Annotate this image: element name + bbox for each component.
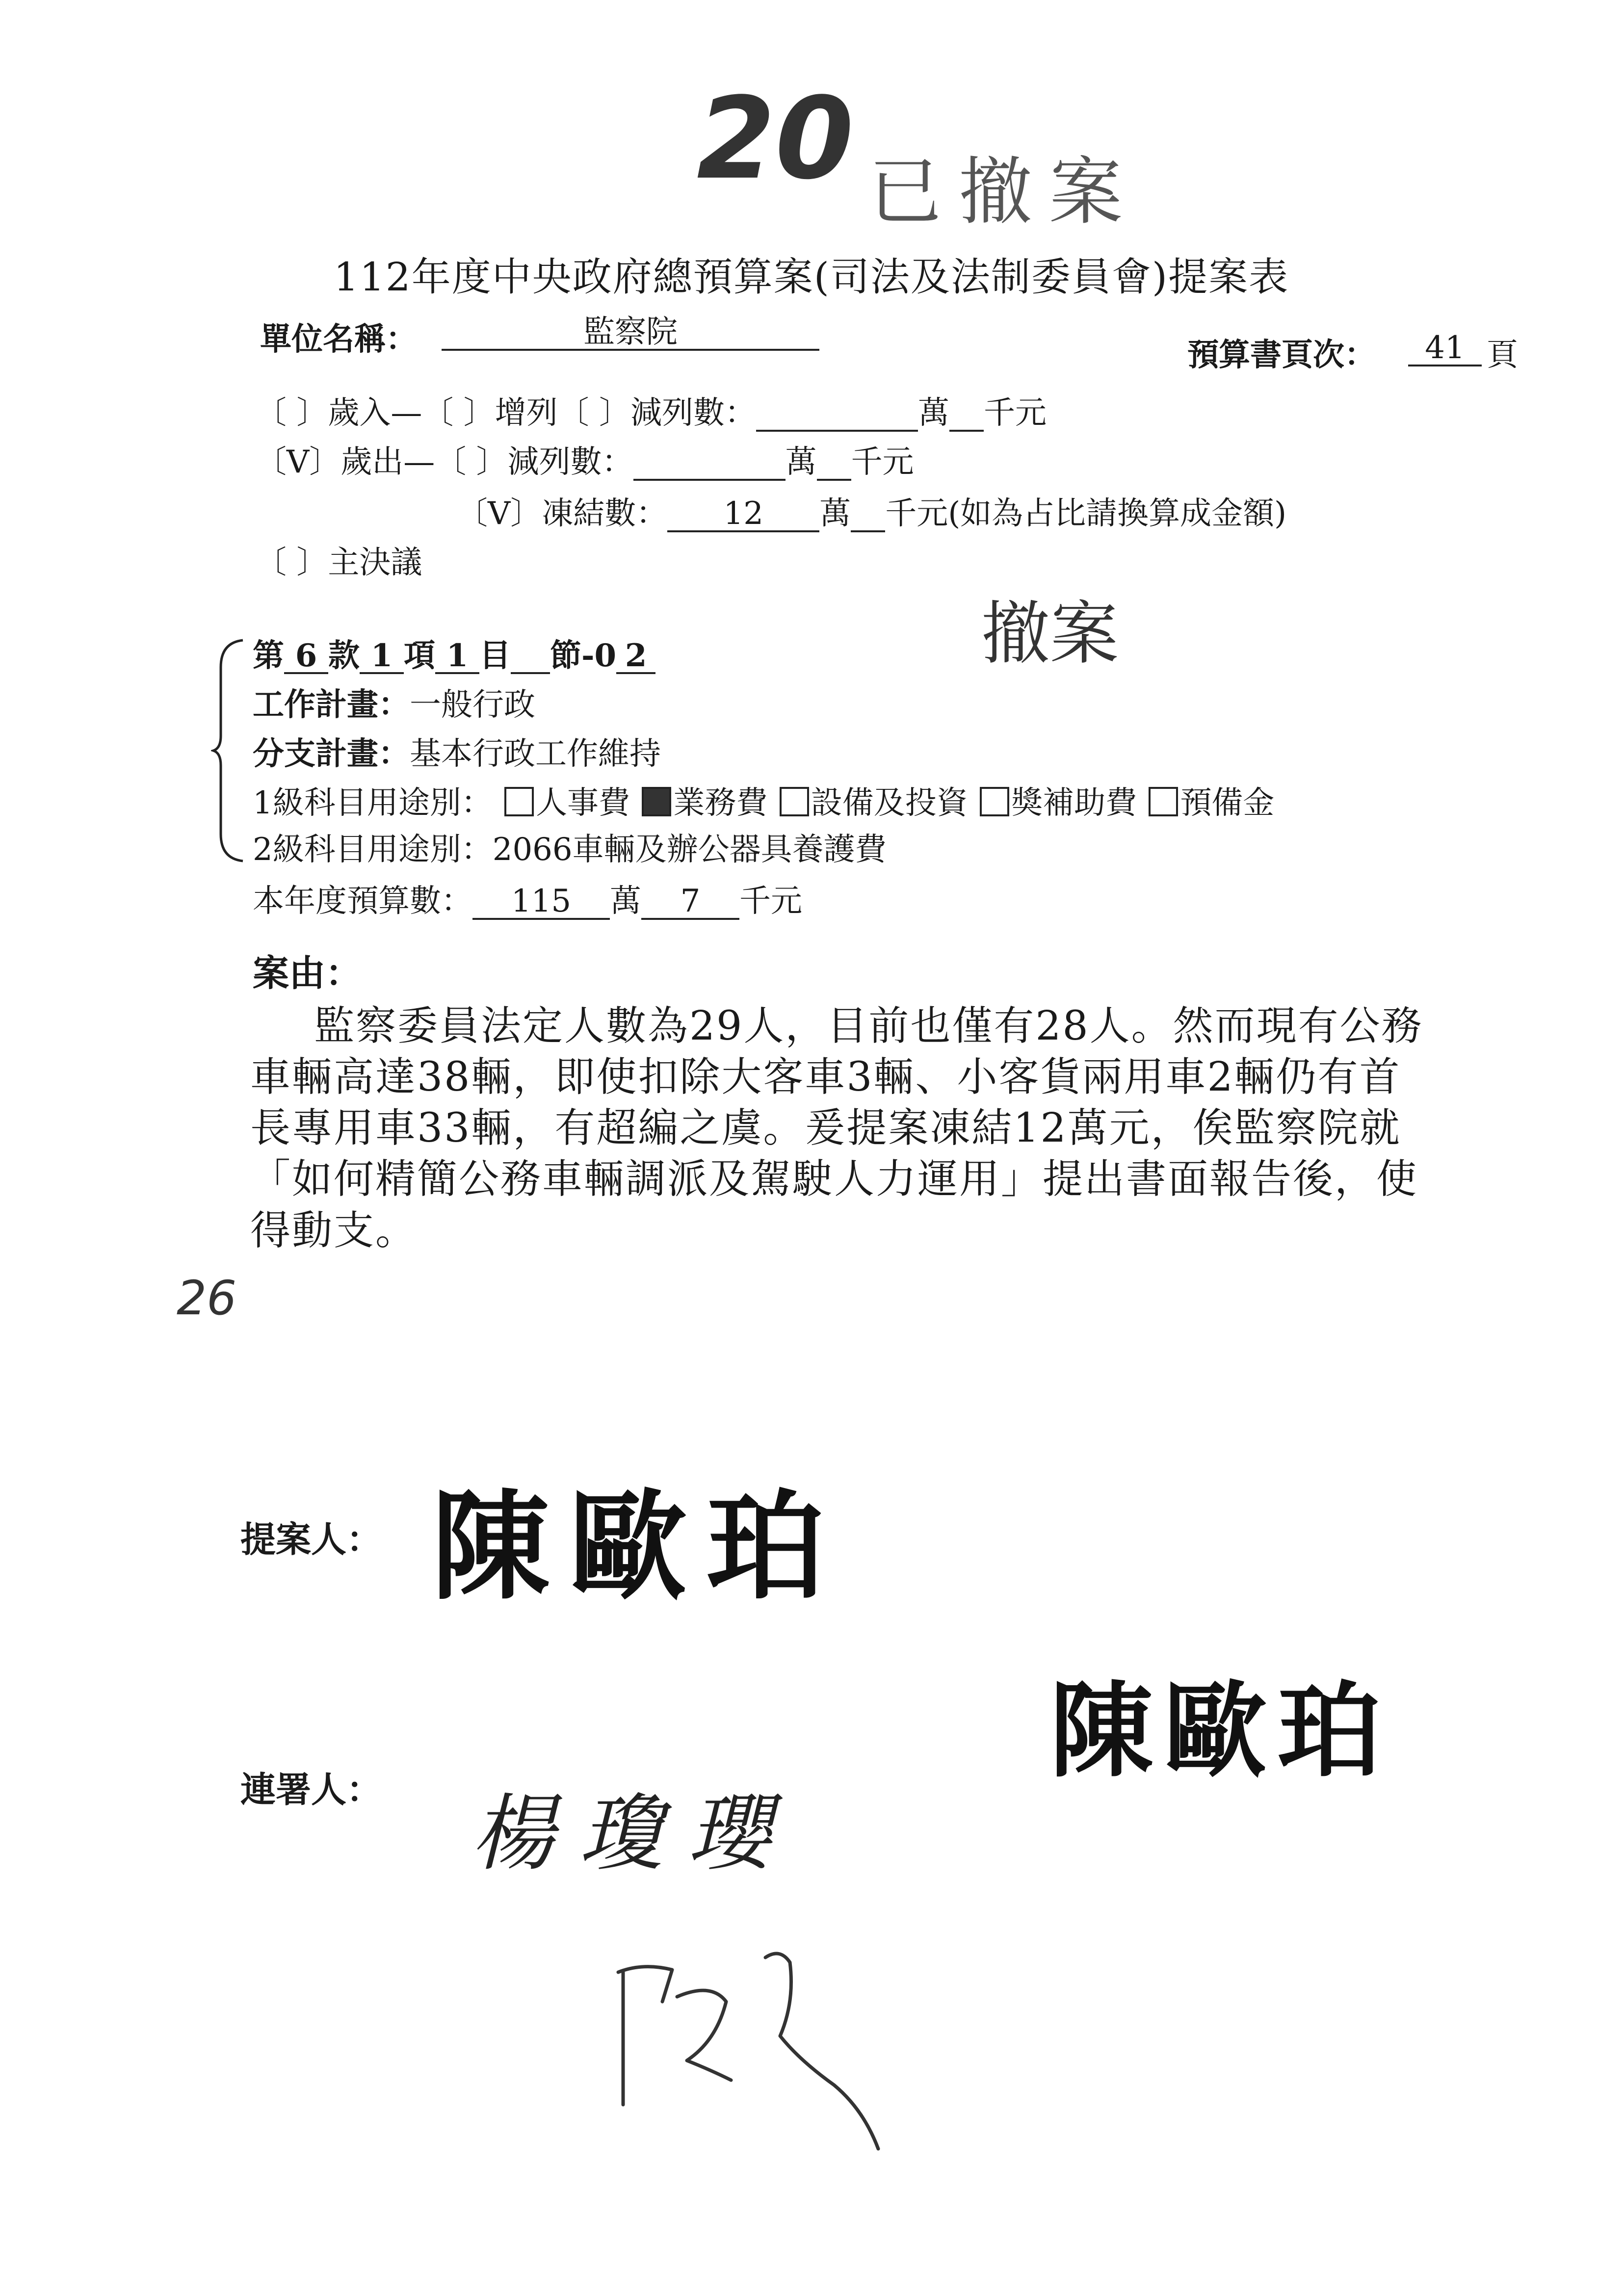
- unit-value: 監察院: [442, 314, 819, 351]
- page-ref-suffix: 頁: [1487, 337, 1518, 373]
- margin-note: 26: [177, 1271, 237, 1326]
- checkbox-subsidy: [980, 787, 1009, 816]
- checkbox-reserve: [1149, 787, 1178, 816]
- cosigner-scribble-signature: [603, 1943, 898, 2164]
- reason-text: 監察委員法定人數為29人，目前也僅有28人。然而現有公務車輛高達38輛，即使扣除大客車3輛、小客貨兩用車2輛仍有首長專用車33輛，有超編之虞。爰提案凍結12萬元，俟監察院就「如何精簡公務車輛調派及駕駛人力運用」提出書面報告後，使得動支。: [250, 1003, 1423, 1254]
- page-ref-label: 預算書頁次：: [1187, 337, 1376, 373]
- cosigner-label: 連署人：: [240, 1769, 382, 1810]
- branch-plan-line: 分支計畫：基本行政工作維持: [253, 735, 661, 772]
- checkbox-operations: [642, 787, 671, 816]
- left-brace: [211, 638, 245, 863]
- reason-label: 案由：: [253, 952, 362, 994]
- proposer-label: 提案人：: [240, 1518, 382, 1560]
- withdrawn-stamp: 已撤案: [868, 150, 1140, 235]
- case-number-handwritten: 20: [697, 74, 854, 205]
- proposer-signature: 陳歐珀: [432, 1478, 844, 1616]
- main-resolution-line: 〔 〕主決議: [255, 545, 422, 581]
- level1-line: 1級科目用途別： 人事費 業務費 設備及投資 獎補助費 預備金: [253, 785, 1275, 821]
- budget-amount-line: 本年度預算數： 115 萬 7 千元: [253, 883, 802, 919]
- cosigner-signature-1: 陳歐珀: [1050, 1671, 1392, 1791]
- work-plan-line: 工作計畫：一般行政: [253, 686, 535, 723]
- revenue-line: 〔 〕歲入—〔 〕增列〔 〕減列數： 萬 千元: [255, 395, 1047, 431]
- withdrawn-handwritten-note: 撤案: [981, 594, 1119, 674]
- checkbox-personnel: [504, 787, 534, 816]
- cosigner-signature-2: 楊瓊瓔: [471, 1785, 795, 1882]
- page-ref-value: 41: [1408, 330, 1482, 366]
- level2-line: 2級科目用途別：2066車輛及辦公器具養護費: [253, 832, 887, 868]
- form-title: 112年度中央政府總預算案(司法及法制委員會)提案表: [334, 254, 1289, 300]
- unit-label: 單位名稱：: [260, 321, 417, 358]
- expense-freeze-line: 〔V〕凍結數： 12 萬 千元(如為占比請換算成金額): [456, 496, 1287, 532]
- checkbox-equipment: [780, 787, 809, 816]
- budget-item-line: 第 6 款 1 項 1 目 節-0 2: [253, 630, 655, 676]
- expense-cut-line: 〔V〕歲出—〔 〕減列數： 萬 千元: [255, 444, 914, 480]
